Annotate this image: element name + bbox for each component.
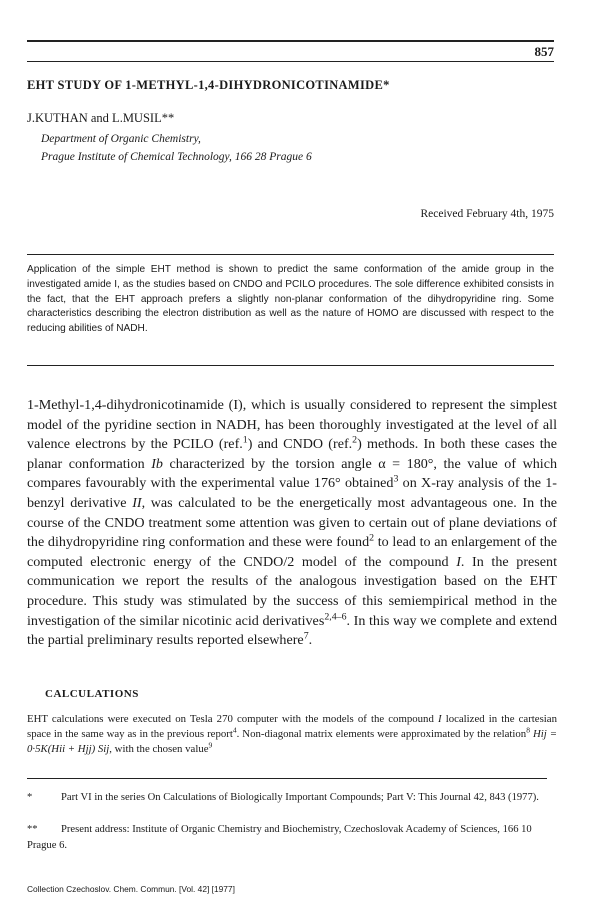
citation: 8 (526, 725, 530, 735)
citation: 7 (303, 630, 309, 642)
abstract-top-rule (27, 254, 554, 255)
citation: 2 (352, 434, 358, 446)
received-date: Received February 4th, 1975 (420, 208, 554, 220)
affiliation-department: Department of Organic Chemistry, (41, 133, 201, 145)
abstract-bottom-rule (27, 365, 554, 366)
calculations-paragraph: EHT calculations were executed on Tesla 270 computer with the models of the compound I localized in the cartesian space in the same way as in the previous report$^4$. Non-diagonal matrix elements were approximated by the relation$^8$ Hij = 0·5K(Hii + Hjj) Sij, with the chosen value$^9$ (27, 713, 558, 756)
abstract: Application of the simple EHT method is shown to predict the same conformation of the amide group in the investigated amide I, as the studies based on CNDO and PCILO procedures. The sole difference exhibited consists in the fact, that the EHT approach prefers a slightly non-planar conformation of the dihydropyridine ring. Some characteristics describing the electron distribution as well as the nature of HOMO are discussed with respect to the reducing abilities of NADH. (27, 264, 554, 335)
page-number: 857 (534, 44, 554, 59)
footnote-mark: * (27, 792, 33, 803)
citation: 1 (242, 434, 248, 446)
journal-footer: Collection Czechoslov. Chem. Commun. [Vol. 42] [1977] (27, 884, 235, 894)
introduction-paragraph: 1-Methyl-1,4-dihydronicotinamide (I), which is usually considered to represent the simplest model of the pyridine section in NADH, has been thoroughly investigated at the level of all valence electrons by the PCILO (ref.$^1$) and CNDO (ref.$^2$) methods. In both these cases the planar conformation Ib characterized by the torsion angle α = 180°, the value of which compares favourably with the experimental value 176° obtained$^3$ on X-ray analysis of the 1-benzyl derivative II, was calculated to be the energetically most advantageous one. In the course of the CNDO treatment some attention was given to certain out of plane deviations of the dihydropyridine ring conformation and these were found$^2$ to lead to an enlargement of the computed electronic energy of the CNDO/2 model of the compound I. In the present communication we report the results of the analogous investigation based on the EHT procedure. This study was stimulated by the success of this semiempirical method in the investigation of the similar nicotinic acid derivatives$^{2,4-6}$. In this way we complete and extend the partial preliminary results reported elsewhere$^7$. (27, 397, 558, 649)
footnote-2: ** Present address: Institute of Organic Chemistry and Biochemistry, Czechoslovak Academy of Sciences, 166 10 Prague 6. (27, 824, 532, 851)
footnote-mark: ** (27, 824, 38, 835)
affiliation-institute: Prague Institute of Chemical Technology, 166 28 Prague 6 (41, 151, 312, 163)
section-heading-calculations: CALCULATIONS (45, 688, 139, 700)
formula: Hij = 0·5K(Hii + Hjj) Sij (27, 728, 558, 756)
footnote-1: * Part VI in the series On Calculations of Biologically Important Compounds; Part V: This Journal 42, 843 (1977). (27, 790, 557, 806)
header-rule-lower (27, 61, 554, 62)
citation: 2,4–6 (324, 610, 347, 622)
header-rule (27, 40, 554, 42)
article-title: EHT STUDY OF 1-METHYL-1,4-DIHYDRONICOTINAMIDE* (27, 78, 390, 92)
article-authors: J.KUTHAN and L.MUSIL** (27, 111, 175, 125)
footnote-rule (27, 778, 547, 779)
citation: 3 (393, 473, 399, 485)
citation: 2 (369, 532, 375, 544)
citation: 9 (208, 740, 213, 750)
citation: 4 (232, 725, 237, 735)
